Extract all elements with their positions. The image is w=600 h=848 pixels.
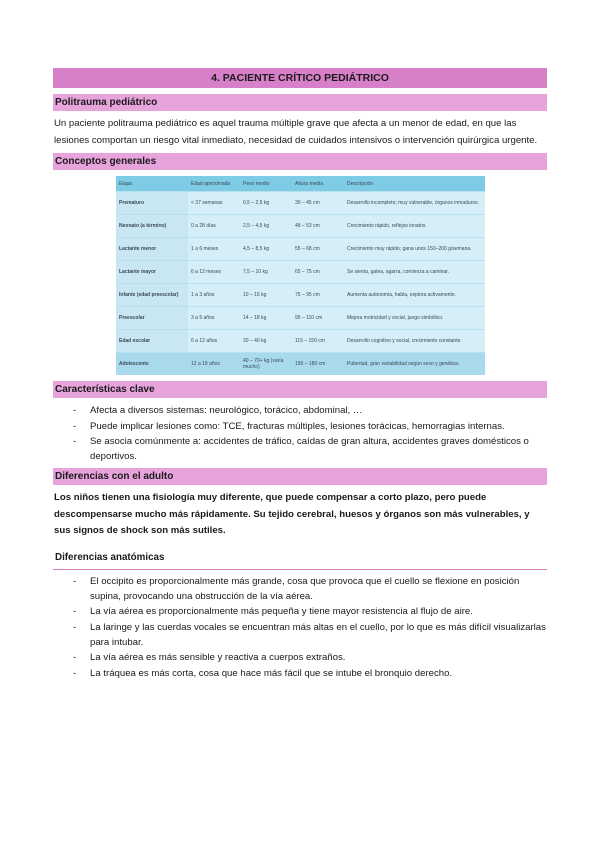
table-cell: 48 – 53 cm <box>292 215 344 238</box>
table-cell: 0,5 – 2,5 kg <box>240 192 292 215</box>
table-header-cell: Etapa <box>116 176 188 192</box>
table-row <box>116 238 485 261</box>
table-header-cell: Descripción <box>344 176 485 192</box>
table-cell: Edad escolar <box>116 330 188 353</box>
table-cell: 20 – 40 kg <box>240 330 292 353</box>
table-cell: < 37 semanas <box>188 192 240 215</box>
concepts-table-image <box>116 176 485 375</box>
table-cell: Desarrollo cognitivo y social, crecimiento constante. <box>344 330 485 353</box>
table-cell: Adolescente <box>116 353 188 376</box>
table-cell: 14 – 18 kg <box>240 307 292 330</box>
politrauma-definition: Un paciente politrauma pediátrico es aquel trauma múltiple grave que afecta a un menor de edad, en que las lesiones comportan un riesgo vital inmediato, necesidad de cuidados intensivos o intervención quirúrgica urgente. <box>54 118 538 146</box>
list-item: - Se asocia comúnmente a: accidentes de tráfico, caídas de gran altura, accidentes graves domésticos o deportivos. <box>53 434 547 464</box>
table-cell: 0 a 28 días <box>188 215 240 238</box>
table-cell: 4,5 – 8,5 kg <box>240 238 292 261</box>
table-cell: 115 – 150 cm <box>292 330 344 353</box>
table-cell: 30 – 45 cm <box>292 192 344 215</box>
table-header-cell: Edad aproximada <box>188 176 240 192</box>
table-cell: Se sienta, gatea, agarra, comienza a caminar. <box>344 261 485 284</box>
table-header-cell: Peso medio <box>240 176 292 192</box>
table-cell: 2,5 – 4,5 kg <box>240 215 292 238</box>
subheading-anatomicas: Diferencias anatómicas <box>53 548 547 570</box>
table-cell: Lactante menor <box>116 238 188 261</box>
table-cell: 10 – 15 kg <box>240 284 292 307</box>
anatomicas-list <box>53 574 547 681</box>
list-item: - Puede implicar lesiones como: TCE, fracturas múltiples, lesiones torácicas, hemorragias internas. <box>53 419 547 434</box>
list-item: - La tráquea es más corta, cosa que hace más fácil que se intube el bronquio derecho. <box>53 666 547 681</box>
list-item: - La vía aérea es más sensible y reactiva a cuerpos extraños. <box>53 650 547 665</box>
table-row <box>116 330 485 353</box>
table-cell: 3 a 5 años <box>188 307 240 330</box>
section-heading-conceptos: Conceptos generales <box>53 153 547 170</box>
table-header-cell: Altura media <box>292 176 344 192</box>
caracteristicas-list <box>53 403 547 464</box>
list-item: - Afecta a diversos sistemas: neurológico, torácico, abdominal, … <box>53 403 547 418</box>
table-row <box>116 353 485 376</box>
table-cell: 12 a 18 años <box>188 353 240 376</box>
table-cell: 55 – 68 cm <box>292 238 344 261</box>
diferencias-text: Los niños tienen una fisiología muy diferente, que puede compensar a corto plazo, pero puede descompensarse mucho más rápidamente. Su tejido cerebral, huesos y órganos son más vulnerables, y sus signos de shock son más sutiles. <box>54 492 530 536</box>
list-item: - El occipito es proporcionalmente más grande, cosa que provoca que el cuello se flexione en posición supina, provocando una obstrucción de la vía aérea. <box>53 574 547 604</box>
table-cell: 7,5 – 10 kg <box>240 261 292 284</box>
table-cell: 1 a 3 años <box>188 284 240 307</box>
section-heading-caracteristicas: Características clave <box>53 381 547 398</box>
table-row <box>116 215 485 238</box>
table-cell: 6 a 12 años <box>188 330 240 353</box>
list-item: - La vía aérea es proporcionalmente más pequeña y tiene mayor resistencia al flujo de aire. <box>53 604 547 619</box>
table-cell: Lactante mayor <box>116 261 188 284</box>
section-heading-politrauma: Politrauma pediátrico <box>53 94 547 111</box>
table-cell: 150 – 180 cm <box>292 353 344 376</box>
table-cell: 1 a 6 meses <box>188 238 240 261</box>
table-cell: 65 – 75 cm <box>292 261 344 284</box>
table-cell: Aumenta autonomía, habla, explora activamente. <box>344 284 485 307</box>
table-cell: Desarrollo incompleto; muy vulnerable, órganos inmaduros. <box>344 192 485 215</box>
table-header-row <box>116 176 485 192</box>
section-heading-diferencias: Diferencias con el adulto <box>53 468 547 485</box>
table-cell: 75 – 95 cm <box>292 284 344 307</box>
table-cell: Infante (edad preescolar) <box>116 284 188 307</box>
table-cell: Preescolar <box>116 307 188 330</box>
table-cell: Pubertad, gran variabilidad según sexo y genética. <box>344 353 485 376</box>
table-cell: 95 – 110 cm <box>292 307 344 330</box>
table-cell: Mejora motricidad y social, juego simbólico. <box>344 307 485 330</box>
table-row <box>116 284 485 307</box>
page-title: 4. PACIENTE CRÍTICO PEDIÁTRICO <box>53 68 547 88</box>
list-item: - La laringe y las cuerdas vocales se encuentran más altas en el cuello, por lo que es más difícil visualizarlas para intubar. <box>53 620 547 650</box>
table-cell: Crecimiento rápido, reflejos innatos. <box>344 215 485 238</box>
table-cell: Neonato (a término) <box>116 215 188 238</box>
table-cell: 40 – 70+ kg (varía mucho) <box>240 353 292 376</box>
table-cell: 6 a 12 meses <box>188 261 240 284</box>
document-page <box>53 68 547 685</box>
table-row <box>116 307 485 330</box>
table-cell: Crecimiento muy rápido; gana unos 150–200 g/semana. <box>344 238 485 261</box>
table-row <box>116 261 485 284</box>
table-cell: Prematuro <box>116 192 188 215</box>
table-row <box>116 192 485 215</box>
concepts-table <box>116 176 485 375</box>
